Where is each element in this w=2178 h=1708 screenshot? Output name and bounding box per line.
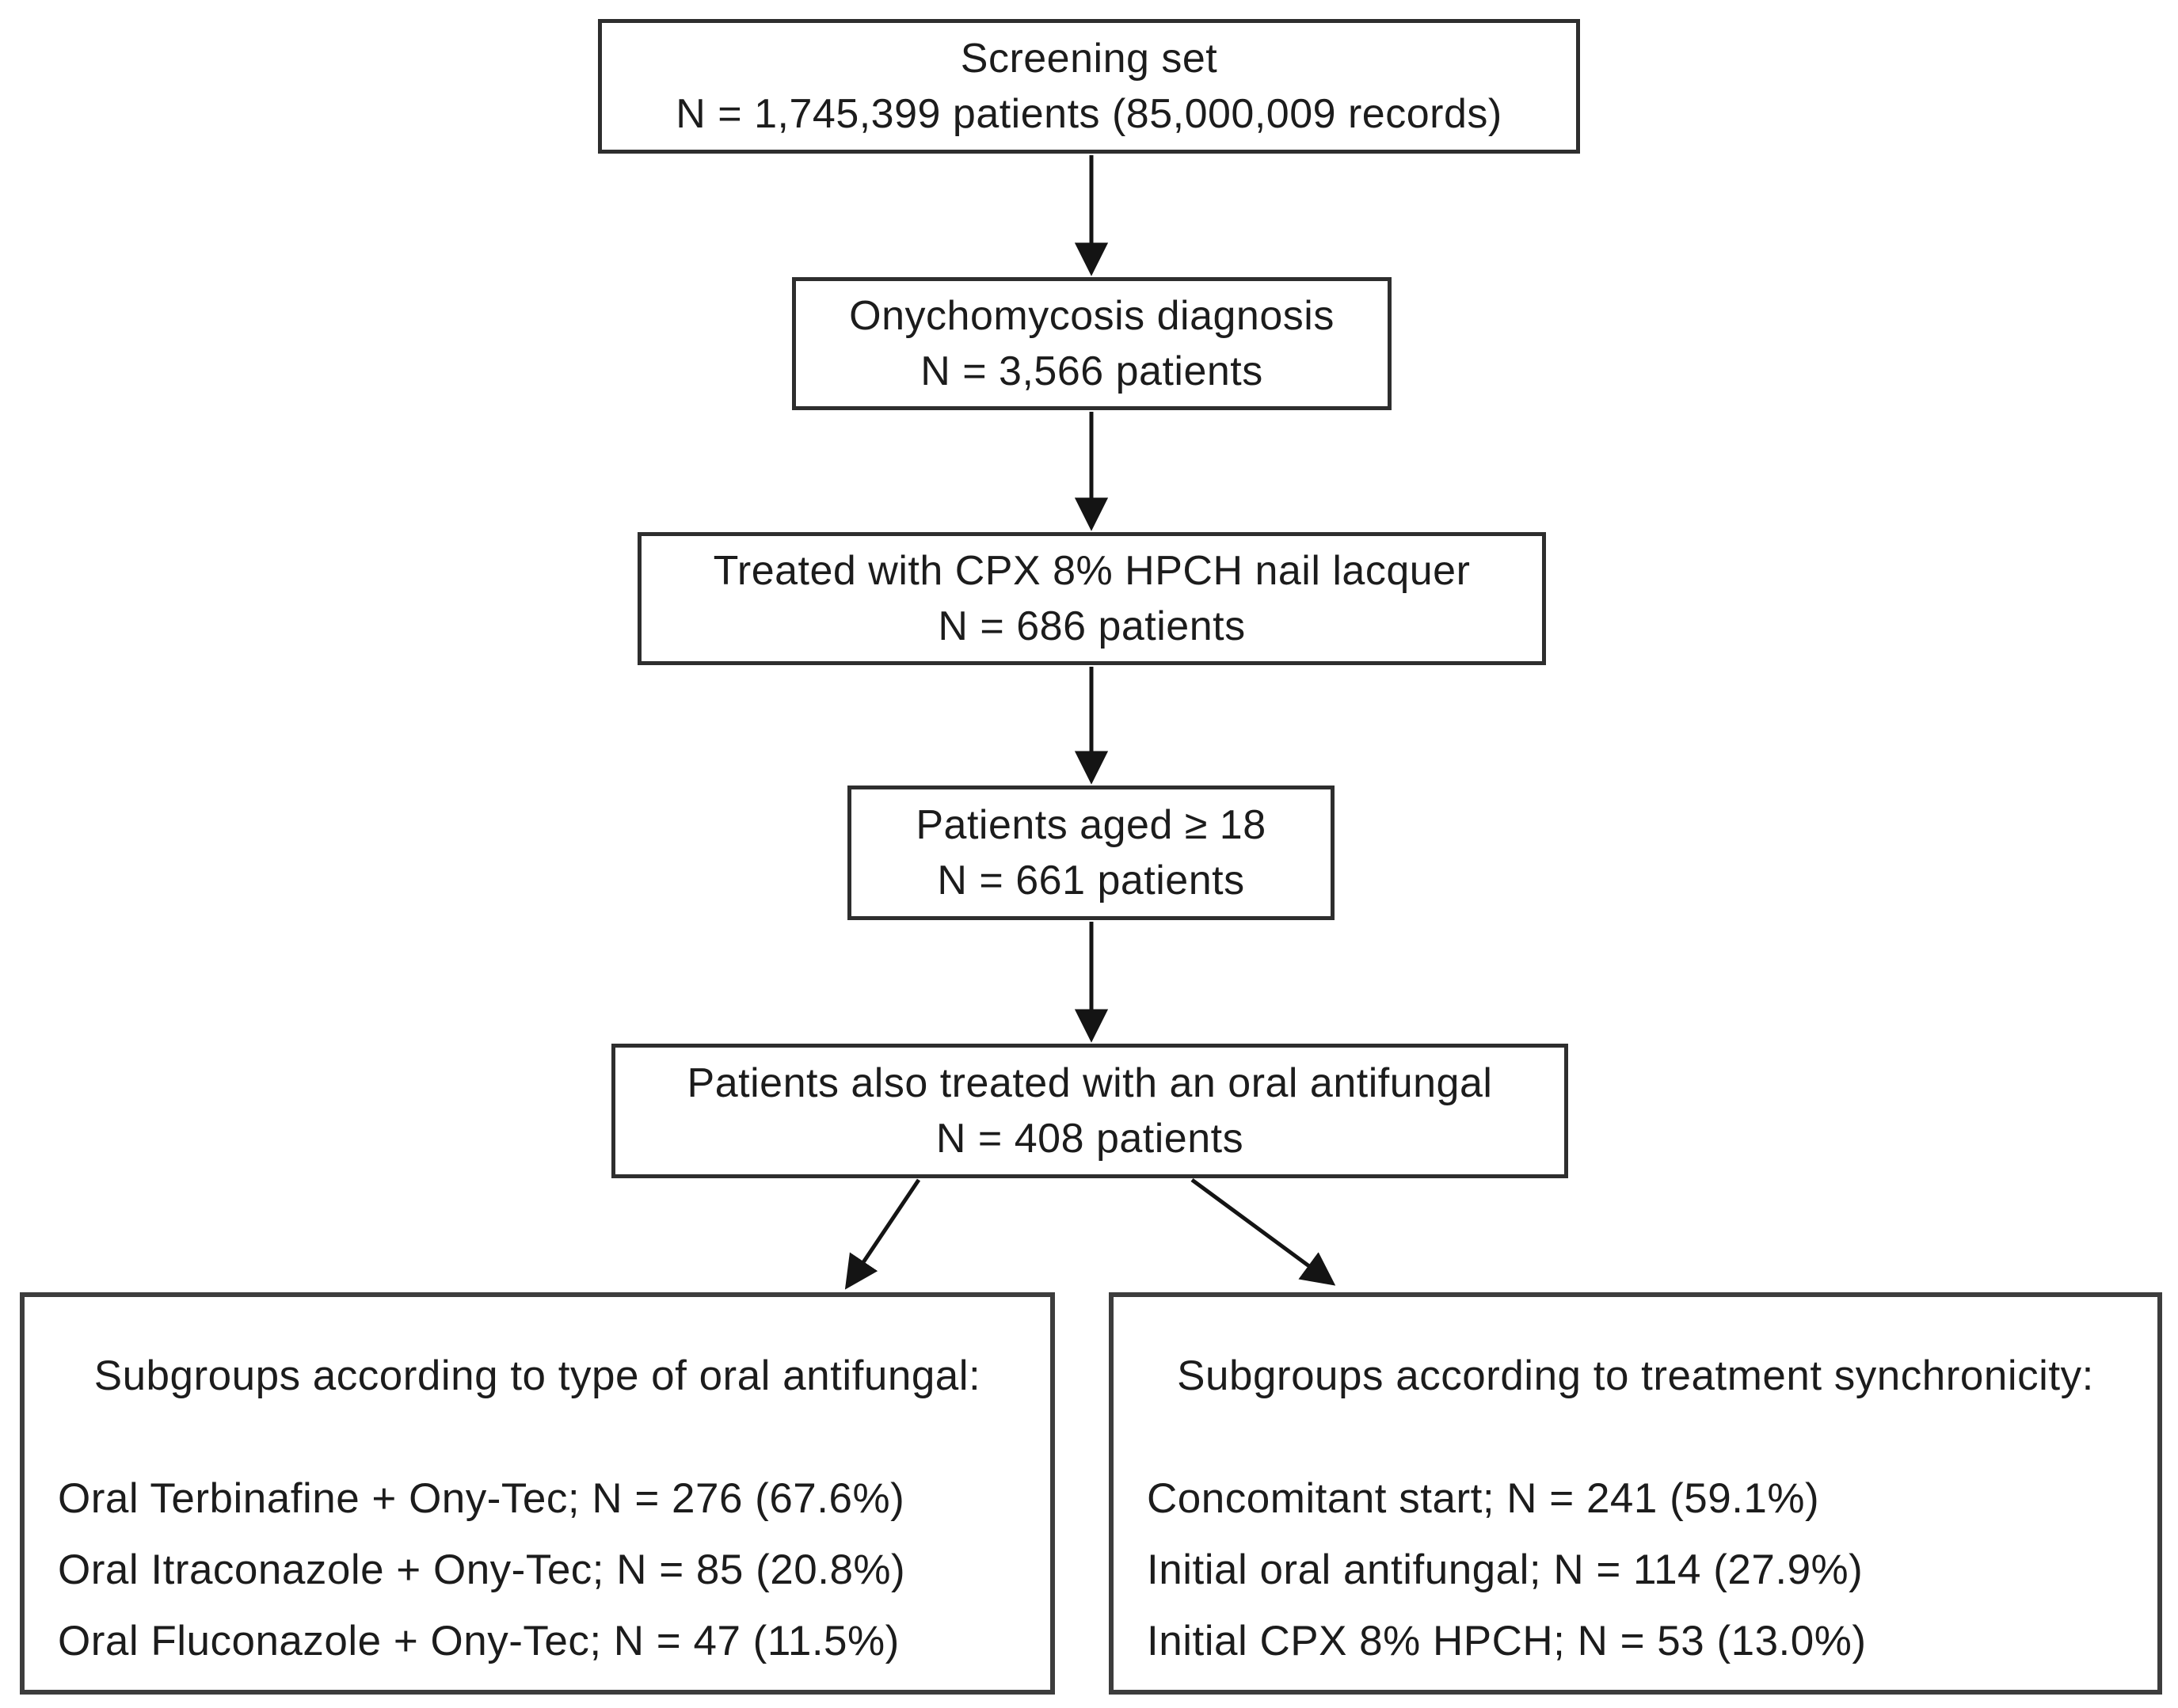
subgroup-item: Oral Itraconazole + Ony-Tec; N = 85 (20.8%) [58,1546,906,1593]
flow-box-screening-set [598,19,1580,154]
subgroup-item: Initial CPX 8% HPCH; N = 53 (13.0%) [1147,1618,1867,1664]
flow-box-count: N = 408 patients [935,1116,1244,1162]
subgroup-box-oral-antifungal-type [20,1292,1055,1695]
subgroup-item: Oral Fluconazole + Ony-Tec; N = 47 (11.5%) [58,1618,900,1664]
subgroup-item: Concomitant start; N = 241 (59.1%) [1147,1475,1820,1522]
flow-box-label: Treated with CPX 8% HPCH nail lacquer [713,548,1471,594]
flow-box-count: N = 686 patients [938,603,1246,649]
flow-box-label: Onychomycosis diagnosis [849,293,1335,339]
flow-box-label: Patients aged ≥ 18 [916,802,1266,848]
flow-box-cpx-treated [638,532,1546,665]
subgroup-item: Initial oral antifungal; N = 114 (27.9%) [1147,1546,1864,1593]
flow-box-count: N = 3,566 patients [920,348,1263,394]
arrow-oral-to-subgroup-right [1192,1180,1327,1280]
flow-box-label: Patients also treated with an oral antifungal [687,1060,1493,1106]
flow-box-label: Screening set [960,36,1218,82]
flow-box-onychomycosis-diagnosis [792,277,1392,410]
arrow-oral-to-subgroup-left [851,1180,919,1281]
subgroup-item-list [1114,1463,2157,1677]
subgroup-item-list [25,1463,1050,1677]
subgroup-box-treatment-synchronicity [1109,1292,2162,1695]
flow-box-count: N = 1,745,399 patients (85,000,009 records) [676,91,1502,137]
flow-box-count: N = 661 patients [937,858,1245,903]
subgroup-title: Subgroups according to treatment synchronicity: [1177,1352,2094,1399]
flow-box-patients-aged-18 [847,786,1335,920]
flow-box-oral-antifungal [611,1044,1568,1178]
subgroup-title: Subgroups according to type of oral antifungal: [93,1352,981,1399]
subgroup-item: Oral Terbinafine + Ony-Tec; N = 276 (67.6%) [58,1475,905,1522]
